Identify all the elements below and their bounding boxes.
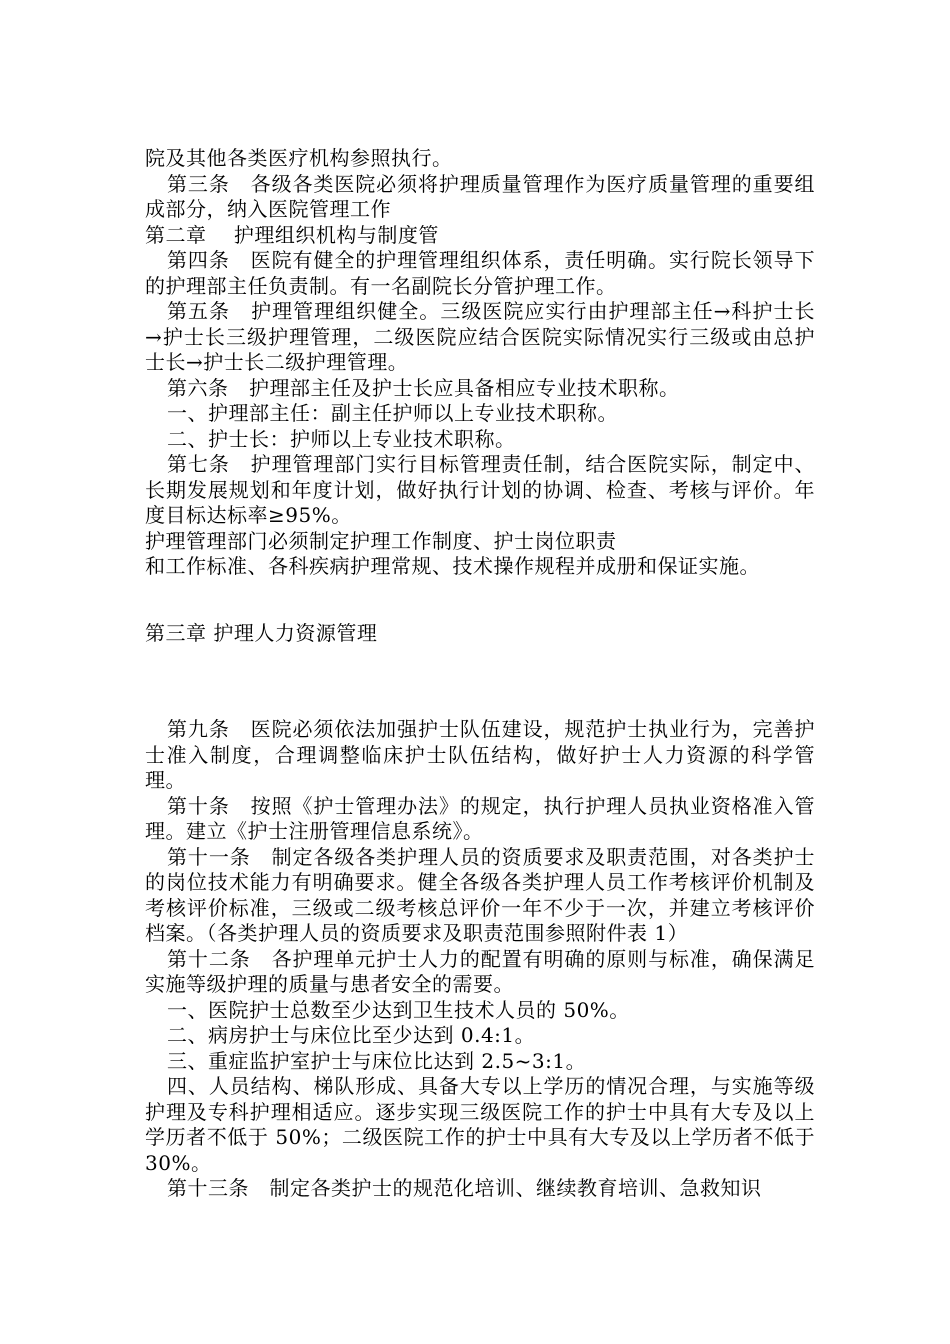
paragraph: 护理管理部门必须制定护理工作制度、护士岗位职责 [145,528,617,553]
paragraph-item-2: 二、护士长：护师以上专业技术职称。 [167,426,516,451]
paragraph-item-4: 四、人员结构、梯队形成、具备大专以上学历的情况合理，与实施等级护理及专科护理相适应。逐步实现三级医院工作的护士中具有大专及以上学历者不低于 50%；二级医院工作的护士中具有大专及以上学历者不低于 30%。 [145,1074,815,1175]
paragraph-article-13: 第十三条 制定各类护士的规范化培训、继续教育培训、急救知识 [167,1176,762,1200]
text-block-chapter-3 [145,717,815,1202]
paragraph-article-3: 第三条 各级各类医院必须将护理质量管理作为医疗质量管理的重要组成部分，纳入医院管理工作 [145,171,815,221]
paragraph-article-7: 第七条 护理管理部门实行目标管理责任制，结合医院实际，制定中、长期发展规划和年度计划，做好执行计划的协调、检查、考核与评价。年度目标达标率≥95%。 [145,452,815,527]
chapter-2-heading: 第二章 护理组织机构与制度管 [145,222,439,247]
paragraph-article-5: 第五条 护理管理组织健全。三级医院应实行由护理部主任→科护士长→护士长三级护理管理，二级医院应结合医院实际情况实行三级或由总护士长→护士长二级护理管理。 [145,299,815,374]
paragraph-article-9: 第九条 医院必须依法加强护士队伍建设，规范护士执业行为，完善护士准入制度，合理调整临床护士队伍结构，做好护士人力资源的科学管理。 [145,717,815,792]
paragraph-article-4: 第四条 医院有健全的护理管理组织体系，责任明确。实行院长领导下的护理部主任负责制。有一名副院长分管护理工作。 [145,248,815,298]
paragraph-item-1: 一、护理部主任：副主任护师以上专业技术职称。 [167,401,618,425]
paragraph-article-6: 第六条 护理部主任及护士长应具备相应专业技术职称。 [167,375,680,400]
paragraph-item-2: 二、病房护士与床位比至少达到 0.4:1。 [167,1023,536,1047]
chapter-3-heading: 第三章 护理人力资源管理 [145,621,378,645]
paragraph: 院及其他各类医疗机构参照执行。 [145,146,453,170]
paragraph-article-10: 第十条 按照《护士管理办法》的规定，执行护理人员执业资格准入管理。建立《护士注册管理信息系统》。 [145,793,815,843]
chapter-3-heading-block [145,621,815,647]
paragraph-item-3: 三、重症监护室护士与床位比达到 2.5~3:1。 [167,1048,587,1073]
paragraph-article-12: 第十二条 各护理单元护士人力的配置有明确的原则与标准，确保满足实施等级护理的质量与患者安全的需要。 [145,946,815,996]
paragraph-article-11: 第十一条 制定各级各类护理人员的资质要求及职责范围，对各类护士的岗位技术能力有明确要求。健全各级各类护理人员工作考核评价机制及考核评价标准，三级或二级考核总评价一年不少于一次，并建立考核评价档案。（各类护理人员的资质要求及职责范围参照附件表 1） [145,844,815,945]
paragraph: 和工作标准、各科疾病护理常规、技术操作规程并成册和保证实施。 [145,554,760,578]
paragraph-item-1: 一、医院护士总数至少达到卫生技术人员的 50%。 [167,997,630,1022]
text-block-chapter-1-2 [145,146,815,580]
